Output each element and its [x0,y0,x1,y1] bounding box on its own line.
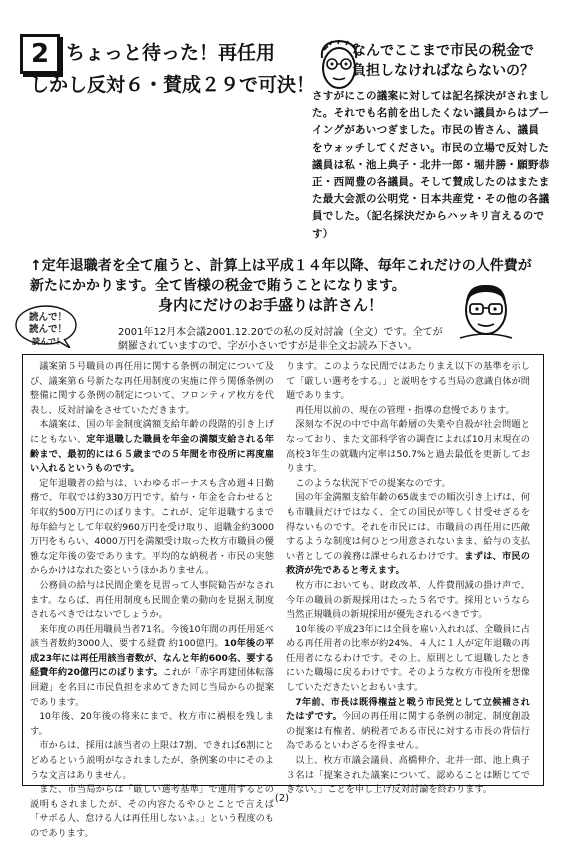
paragraph: このような状況下での提案なのです。 [295,477,451,489]
paragraph: 市からは、採用は該当者の上限は7割、できれば6割にとどめるという説明がなされましたが、条例案の中にそのような文言はありません。 [30,740,274,781]
paragraph: 来年度の再任用職員当者71名。今後10年間の再任用延べ該当者数約3000人、要する経費 約100億円。10年後の平成23年には再任用該当者数が、なんと年約600名、要する経費年約20億円にのぼります。これが「赤字再建団体転落回避」を名目に市民負担を求めてきた同じ当局からの提案であります。 [30,623,274,708]
page-number: (2) [274,793,290,804]
paragraph: 以上、枚方市議会議員、高橋伸介、北井一郎、池上典子３名は「提案された議案について、認めることは断じてできない。」ことを申し上げ反対討論を終わります。 [286,755,530,796]
paragraph: 公務員の給与は民間企業を見習って人事院勧告がなされます。ならば、再任用制度も民間企業の動向を見据え制度されるべきではないでしょうか。 [30,579,274,621]
bubble-line3: 読んで！ [32,337,64,346]
section-number: 2 [20,34,60,74]
bubble-line1: 読んで！ [28,312,67,323]
paragraph: 深刻な不況の中で中高年齢層の失業や自殺が社会問題となっており、また文部科学省の調査によれば10月末現在の高校3年生の就職内定率は50.7%と過去最低を更新しております。 [286,419,530,475]
question-line2: 負担しなければならないの？ [352,63,534,79]
paragraph: 10年後、20年後の将来にまで、枚方市に禍根を残します。 [30,711,274,737]
bubble-text [22,312,74,348]
cost-statement: ↑定年退職者を全て雇うと、計算上は平成１４年以降、毎年これだけの人件費が新たにかかります。全て皆様の税金で賄うことになります。 [30,258,532,294]
man-with-glasses-illustration-icon [448,280,524,342]
paragraph: 国の年金満額支給年齢の65歳までの順次引き上げは、何も市職員だけではなく、全ての国民が等しく甘受せざるを得ないものです。それを市民には、市職員の再任用に匹敵するような制度は何ひとつ用意されないまま、給与の支払い者としての義務は課せられるわけです。まずは、市民の救済が先であると考えます。 [286,492,530,577]
speech-left-column [30,360,274,842]
paragraph: 10年後の平成23年には全員を雇い入れれば、全職員に占める再任用者の比率が約24%、４人に１人が定年退職の再任用者になるわけです。その上、原則として退職したときにいた職場に戻るわけです。そのような枚方市役所を想像していただきたいとおもいます。 [286,623,530,694]
paragraph: 7年前、市長は既得権益と戦う市民党として立候補されたはずです。今回の再任用に関する条例の制定、制度創設の提案は有権者、納税者である市民に対する市長の背信行為であるといわざるを得ません。 [286,696,531,752]
intro-text: 2001年12月本会議2001.12.20での私の反対討論（全文）です。全てが網羅されていますので、字が小さいですが是非全文お読み下さい。 [118,327,443,352]
headline-line1: ちょっと待った！再任用 [66,42,276,64]
headline-line2: しかし反対６・賛成２９で可決！ [30,74,316,96]
paragraph: 定年退職者の給与は、いわゆるボーナスも含め週４日勤務で、年収では約330万円です。給与・年金を合わせると年収約500万円にのぼります。これが、定年退職するまで毎年給与として年収約960万円を受け取り、退職金約3000万円をもらい、4000万円を満額受け取った枚方市職員の優雅な定年後の姿であります。平均的な納税者・市民の実態からかけはなれた姿というほかありません。 [30,477,274,577]
paragraph: また、市当局からは「厳しい選考基準」で運用するとの説明もされましたが、その内容たるやひとことで言えば「サボる人、怠ける人は再任用しないよ。」という程度のものであります。 [30,784,274,839]
paragraph: 枚方市においても、財政改革、人件費削減の掛け声で、今年の職員の新規採用はたった５名です。採用というなら当然正規職員の新規採用が優先されるべきです。 [286,579,530,621]
paragraph: 再任用以前の、現在の管理・指導の怠慢であります。 [295,404,515,416]
bubble-line2: 読んで！ [28,324,67,335]
speech-right-column [286,360,530,798]
question-line1: なんでここまで市民の税金で [352,43,534,59]
slogan: 身内にだけのお手盛りは許さん！ [158,296,384,314]
vote-paragraph: さすがにこの議案に対しては記名採決がされました。それでも名前を出したくない議員からはブーイングがあいつぎました。市民の皆さん、議員をウォッチしてください。市民の立場で反対した議員は私・池上典子・北井一郎・堀井勝・願野恭正・西岡豊の各議員。そして賛成したのはまたまた最大会派の公明党・日本共産党・その他の各議員でした。（記名採決だからハッキリ言えるのです） [312,90,550,240]
paragraph: 議案第５号職員の再任用に関する条例の制定について及び、議案第６号新たな再任用制度の実施に伴う関係条例の整備に関する条例の制定について、フロンティア枚方を代表し、反対討論をさせていただきます。 [30,361,274,416]
paragraph: ります。このような民間ではあたりまえ以下の基準を示して「厳しい選考をする。」と説明をする当局の意識自体が問題であります。 [286,361,530,402]
paragraph: 本議案は、国の年金制度満額支給年齢の段階的引き上げにともない、定年退職した職員を年金の満額支給される年齢まで、最初的には６５歳までの５年間を市役所に再度雇い入れるというものです。 [30,419,275,475]
